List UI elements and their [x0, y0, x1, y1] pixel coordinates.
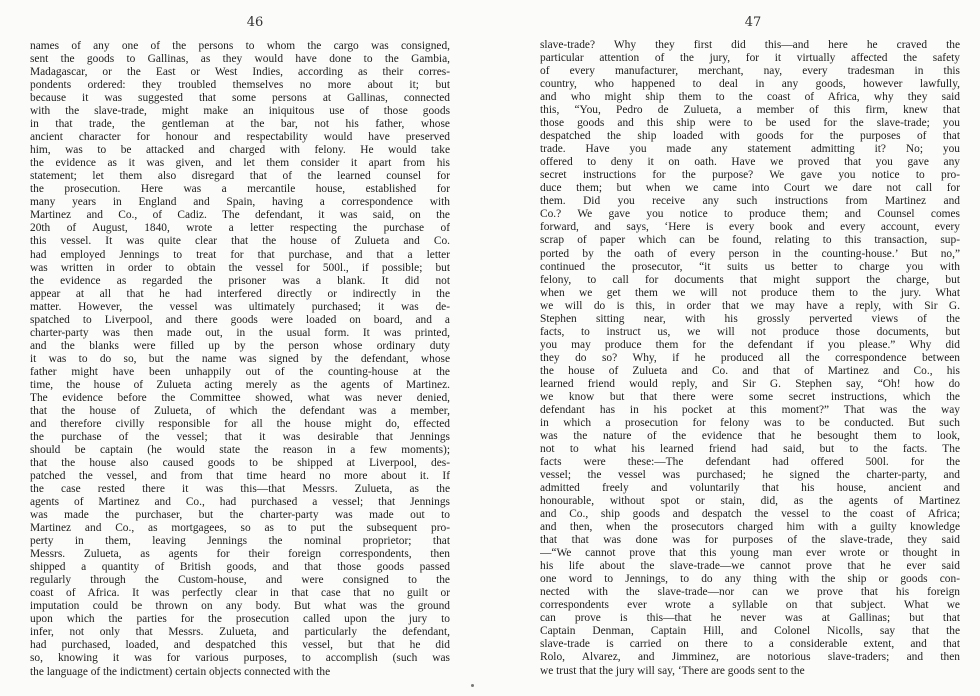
- text-line: forward, and says, ‘Here is every book and every account, every: [540, 221, 960, 234]
- text-line: and therefore civilly responsible for all the house might do, effected: [30, 417, 450, 430]
- text-line: the case rested there it was this—that Messrs. Zulueta, as the: [30, 483, 450, 496]
- text-line: we trust that the jury will say, ‘There are goods sent to the: [540, 664, 805, 677]
- text-line: defendant has in his pocket at this moment?” That was the way: [540, 403, 960, 416]
- text-line: facts, to instruct us, we will not produce those documents, but: [540, 325, 960, 338]
- text-line: patched the vessel, and from that time heard no more about it. If: [30, 470, 450, 483]
- text-line: honourable, without spot or stain, did, as the agents of Martinez: [540, 495, 960, 508]
- text-line: upon which the parties for the prosecution called upon the jury to: [30, 613, 450, 626]
- text-line: trade. Have you made any statement admitting it? No; you: [540, 143, 960, 156]
- text-line: this vessel. It was quite clear that the house of Zulueta and Co.: [30, 235, 450, 248]
- text-line: many years in England and Spain, having a correspondence with: [30, 196, 450, 209]
- text-line: admitted freely and voluntarily that his house, ancient and: [540, 482, 960, 495]
- text-line: because it was suggested that some persons at Gallinas, connected: [30, 92, 450, 105]
- gutter-speck: [471, 684, 474, 687]
- text-line: The evidence before the Committee showed, what was never denied,: [30, 391, 450, 404]
- text-line: pondents ordered: they troubled themselves no more about it; but: [30, 79, 450, 92]
- text-line: charter-party was then made out, in the usual form. It was printed,: [30, 326, 450, 339]
- text-line: continued the prosecutor, “it suits us better to charge you with: [540, 260, 960, 273]
- text-line: the evidence as regarded the prisoner was a blank. It did not: [30, 274, 450, 287]
- text-line: one word to Jennings, to do any thing with the ship or goods con-: [540, 573, 960, 586]
- text-line: when we get them we will not produce them to the jury. What: [540, 286, 960, 299]
- text-line: vessel; the vessel was purchased; he signed the charter-party, and: [540, 469, 960, 482]
- text-line: should be captain (he would state the reason in a few moments);: [30, 443, 450, 456]
- text-line: with the slave-trade, might make an iniquitous use of those goods: [30, 105, 450, 118]
- text-line: spatched to Liverpool, and there goods were loaded on board, and a: [30, 313, 450, 326]
- text-line: was the nature of the evidence that he besought them to look,: [540, 429, 960, 442]
- text-line: Captain Denman, Captain Hill, and Colonel Nicolls, say that the: [540, 625, 960, 638]
- text-line: slave-trade? Why they first did this—and here he craved the: [540, 39, 960, 51]
- text-line: ported by the oath of every person in the counting-house.’ But no,”: [540, 247, 960, 260]
- text-line: you may produce them for the defendant if you please.” Why did: [540, 338, 960, 351]
- text-line: sent the goods to Gallinas, as they would have done to the Gambia,: [30, 53, 450, 66]
- text-line: we will do is this, in order that we may have a reply, with Sir G.: [540, 299, 960, 312]
- text-line: country, who happened to deal in any goods, however lawfully,: [540, 78, 960, 91]
- text-line: the prosecution. Here was a mercantile house, established for: [30, 183, 450, 196]
- text-line: imputation could be thrown on any body. But what was the ground: [30, 600, 450, 613]
- text-line: coast of Africa. It was perfectly clear in that case that no guilt or: [30, 587, 450, 600]
- text-line: learned friend would reply, and Sir G. Stephen say, “Oh! how do: [540, 377, 960, 390]
- text-line: Rolo, Alvarez, and Jimminez, are notorious slave-traders; and then: [540, 651, 960, 664]
- text-line: and Co., ship goods and despatch the vessel to the coast of Africa;: [540, 508, 960, 521]
- right-page: [528, 0, 978, 696]
- text-line: Martinez and Co., as mortgagees, so as to put the subsequent pro-: [30, 522, 450, 535]
- text-line: despatched the ship loaded with goods for the purposes of that: [540, 130, 960, 143]
- text-line: ancient character for honour and respectability would have preserved: [30, 131, 450, 144]
- text-line: perty in them, leaving Jennings the nominal proprietor; that: [30, 535, 450, 548]
- text-line: slave-trade is carried on there to a considerable extent, and that: [540, 638, 960, 651]
- text-line: the purchase of the vessel; that it was desirable that Jennings: [30, 430, 450, 443]
- text-line: agents of Martinez and Co., had purchased a vessel; that Jennings: [30, 496, 450, 509]
- text-line: father might have been unhappily out of the counting-house at the: [30, 365, 450, 378]
- text-line: correspondents ever wrote a syllable on that subject. What we: [540, 599, 960, 612]
- text-line: they do so? Why, if he produced all the correspondence between: [540, 351, 960, 364]
- text-line: was made the purchaser, but the charter-party was made out to: [30, 509, 450, 522]
- text-line: Martinez and Co., of Cadiz. The defendant, it was said, on the: [30, 209, 450, 222]
- text-line: shipped a quantity of British goods, and that those goods passed: [30, 561, 450, 574]
- text-line: the evidence as it was given, and let them consider it apart from his: [30, 157, 450, 170]
- text-line: Co.? We gave you notice to produce them; and Counsel comes: [540, 208, 960, 221]
- text-line: matter. However, the vessel was ultimately purchased; it was de-: [30, 300, 450, 313]
- text-line: nected with the slave-trade—nor can we prove that his foreign: [540, 586, 960, 599]
- text-line: —“We cannot prove that this young man ever wrote or thought in: [540, 547, 960, 560]
- text-line: him, was to be attacked and charged with felony. He would take: [30, 144, 450, 157]
- text-line: facts were these:—The defendant had offered 500l. for the: [540, 456, 960, 468]
- text-line: it was to do so, but the name was signed by the defendant, whose: [30, 352, 450, 365]
- page-number-right: 47: [744, 15, 762, 30]
- text-line: Stephen sitting near, with his grossly perverted views of the: [540, 312, 960, 325]
- text-line: Messrs. Zulueta, as agents for their foreign correspondents, then: [30, 548, 450, 561]
- text-line: names of any one of the persons to whom the cargo was consigned,: [30, 40, 450, 52]
- text-line: duce them; but when we came into Court we dare not call for: [540, 182, 960, 195]
- text-line: his life about the slave-trade—we cannot prove that he ever said: [540, 560, 960, 573]
- right-page-text: [540, 39, 960, 678]
- text-line: so, knowing it was for various purposes, to accomplish (such was: [30, 652, 450, 665]
- text-line: and who might ship them to the coast of Africa, why they said: [540, 91, 960, 104]
- text-line: appear at all that he had interfered directly or indirectly in the: [30, 287, 450, 300]
- text-line: particular attention of the jury, for it virtually affected the safety: [540, 52, 960, 65]
- text-line: of every manufacturer, merchant, nay, every tradesman in this: [540, 65, 960, 78]
- left-page-text: [30, 40, 450, 679]
- text-line: in which a prosecution for felony was to be conducted. But such: [540, 416, 960, 429]
- text-line: this, “You, Pedro de Zulueta, a member of this firm, knew that: [540, 104, 960, 117]
- text-line: infer, not only that Messrs. Zulueta, and particularly the defendant,: [30, 626, 450, 639]
- text-line: regularly through the Custom-house, and were consigned to the: [30, 574, 450, 587]
- text-line: those goods and this ship were to be used for the slave-trade; you: [540, 117, 960, 130]
- text-line: we know but that there were some secret instructions, which the: [540, 390, 960, 403]
- left-page: [30, 0, 480, 696]
- text-line: offered to deny it on oath. Have we proved that you gave any: [540, 156, 960, 169]
- text-line: Madagascar, or the East or West Indies, according as their corres-: [30, 66, 450, 79]
- page-number-left: 46: [246, 15, 264, 30]
- text-line: time, the house of Zulueta acting merely as the agents of Martinez.: [30, 378, 450, 391]
- text-line: the house of Zulueta and Co. and that of Martinez and Co., his: [540, 364, 960, 377]
- text-line: secret instructions for the purpose? We gave you notice to pro-: [540, 169, 960, 182]
- text-line: them. Did you receive any such instructions from Martinez and: [540, 195, 960, 208]
- text-line: not to what his learned friend had said, but to the facts. The: [540, 442, 960, 455]
- text-line: felony, to call for documents that might support the charge, but: [540, 273, 960, 286]
- text-line: that that was done was for purposes of the slave-trade, they said: [540, 534, 960, 547]
- text-line: had purchased, loaded, and despatched this vessel, but that he did: [30, 639, 450, 652]
- text-line: and then, when the prosecutors charged him with a guilty knowledge: [540, 521, 960, 534]
- text-line: the language of the indictment) certain objects connected with the: [30, 665, 331, 678]
- text-line: in that trade, the gentleman at the bar, not his father, whose: [30, 118, 450, 131]
- text-line: that the house of Zulueta, of which the defendant was a member,: [30, 404, 450, 417]
- text-line: and the blanks were filled up by the person whose ordinary duty: [30, 339, 450, 352]
- text-line: was written in order to obtain the vessel for 500l., if possible; but: [30, 261, 450, 274]
- text-line: can prove is this—that he never was at Gallinas; but that: [540, 612, 960, 625]
- text-line: 20th of August, 1840, wrote a letter respecting the purchase of: [30, 222, 450, 235]
- text-line: statement; let them also disregard that of the learned counsel for: [30, 170, 450, 183]
- text-line: that the house also caused goods to be shipped at Liverpool, des-: [30, 457, 450, 469]
- text-line: scrap of paper which can be found, relating to this transaction, sup-: [540, 234, 960, 247]
- text-line: had employed Jennings to treat for that purchase, and that a letter: [30, 248, 450, 261]
